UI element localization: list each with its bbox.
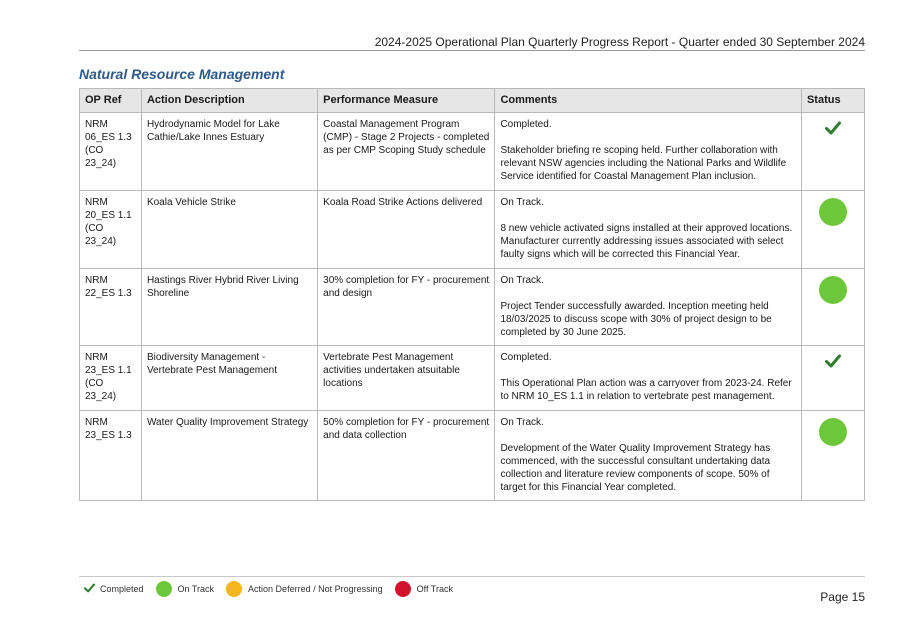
- check-icon: [84, 583, 95, 595]
- action-description-cell: Biodiversity Management - Vertebrate Pest Management: [141, 346, 317, 411]
- table-row: [80, 411, 865, 501]
- legend-item-on-track: [156, 581, 215, 597]
- green-circle-icon: [819, 198, 847, 226]
- comment-status: On Track.: [500, 197, 544, 208]
- table-row: [80, 346, 865, 411]
- legend-item-completed: [84, 583, 144, 595]
- action-description-cell: Koala Vehicle Strike: [141, 191, 317, 269]
- op-ref-cell: NRM 22_ES 1.3: [80, 269, 142, 346]
- performance-measure-cell: Vertebrate Pest Management activities undertaken atsuitable locations: [318, 346, 495, 411]
- action-description-cell: Water Quality Improvement Strategy: [141, 411, 317, 501]
- column-header-status: Status: [801, 89, 864, 113]
- comment-status: Completed.: [500, 352, 552, 363]
- comment-detail: Development of the Water Quality Improvement Strategy has commenced, with the successful consultant undertaking data collection and literature review components of scope. 50% of target for this Financial Year completed.: [500, 443, 771, 493]
- op-ref-cell: NRM 20_ES 1.1 (CO 23_24): [80, 191, 142, 269]
- comment-status: Completed.: [500, 119, 552, 130]
- comment-status: On Track.: [500, 417, 544, 428]
- action-description-cell: Hydrodynamic Model for Lake Cathie/Lake Innes Estuary: [141, 113, 317, 191]
- comments-cell: [495, 269, 802, 346]
- status-legend: [84, 578, 465, 600]
- comment-detail: Stakeholder briefing re scoping held. Further collaboration with relevant NSW agencies including the National Parks and Wildlife Service identified for Coastal Management Plan inclusion.: [500, 145, 787, 182]
- op-ref-cell: NRM 23_ES 1.1 (CO 23_24): [80, 346, 142, 411]
- header-divider: [79, 50, 865, 51]
- amber-circle-icon: [226, 581, 242, 597]
- legend-label-off-track: Off Track: [416, 584, 453, 594]
- status-cell: [801, 191, 864, 269]
- op-ref-cell: NRM 23_ES 1.3: [80, 411, 142, 501]
- legend-item-off-track: [395, 581, 453, 597]
- green-circle-icon: [156, 581, 172, 597]
- comments-cell: [495, 411, 802, 501]
- green-circle-icon: [819, 418, 847, 446]
- status-cell: [801, 411, 864, 501]
- report-header-title: 2024-2025 Operational Plan Quarterly Progress Report - Quarter ended 30 September 2024: [374, 35, 865, 49]
- legend-label-deferred: Action Deferred / Not Progressing: [248, 584, 383, 594]
- table-header-row: [80, 89, 865, 113]
- performance-measure-cell: 50% completion for FY - procurement and data collection: [318, 411, 495, 501]
- legend-label-on-track: On Track: [177, 584, 215, 594]
- check-icon: [825, 354, 841, 372]
- op-ref-cell: NRM 06_ES 1.3 (CO 23_24): [80, 113, 142, 191]
- operational-plan-table: [79, 88, 865, 501]
- table-row: [80, 191, 865, 269]
- status-cell: [801, 113, 864, 191]
- performance-measure-cell: Coastal Management Program (CMP) - Stage 2 Projects - completed as per CMP Scoping Study schedule: [318, 113, 495, 191]
- green-circle-icon: [819, 276, 847, 304]
- table-row: [80, 113, 865, 191]
- column-header-comments: Comments: [495, 89, 802, 113]
- legend-label-completed: Completed: [100, 584, 144, 594]
- status-cell: [801, 346, 864, 411]
- performance-measure-cell: Koala Road Strike Actions delivered: [318, 191, 495, 269]
- column-header-performance-measure: Performance Measure: [318, 89, 495, 113]
- status-cell: [801, 269, 864, 346]
- footer-divider: [79, 576, 865, 577]
- comment-detail: 8 new vehicle activated signs installed at their approved locations. Manufacturer currently addressing issues associated with select faulty signs which will be corrected this Financial Year.: [500, 223, 793, 260]
- action-description-cell: Hastings River Hybrid River Living Shoreline: [141, 269, 317, 346]
- comment-detail: This Operational Plan action was a carryover from 2023-24. Refer to NRM 10_ES 1.1 in relation to vertebrate pest management.: [500, 378, 792, 402]
- comments-cell: [495, 346, 802, 411]
- performance-measure-cell: 30% completion for FY - procurement and design: [318, 269, 495, 346]
- section-title: Natural Resource Management: [79, 66, 285, 82]
- table-row: [80, 269, 865, 346]
- check-icon: [825, 121, 841, 139]
- comment-detail: Project Tender successfully awarded. Inception meeting held 18/03/2025 to discuss scope with 30% of project design to be completed by 30 June 2025.: [500, 301, 772, 338]
- comments-cell: [495, 191, 802, 269]
- red-circle-icon: [395, 581, 411, 597]
- comment-status: On Track.: [500, 275, 544, 286]
- page-number: Page 15: [820, 590, 865, 604]
- comments-cell: [495, 113, 802, 191]
- legend-item-deferred: [226, 581, 383, 597]
- column-header-action-description: Action Description: [141, 89, 317, 113]
- column-header-op-ref: OP Ref: [80, 89, 142, 113]
